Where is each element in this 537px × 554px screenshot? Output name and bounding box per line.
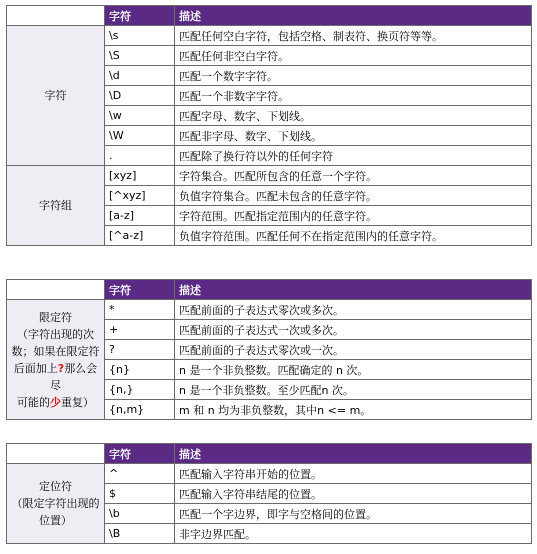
category-cell: 字符: [7, 26, 105, 166]
category-line: 后面加上: [13, 361, 58, 375]
char-cell: {n}: [105, 360, 175, 380]
desc-cell: 匹配任何非空白字符。: [175, 46, 532, 66]
char-cell: \S: [105, 46, 175, 66]
desc-cell: m 和 n 均为非负整数，其中n <= m。: [175, 400, 532, 420]
table-header-row: [7, 444, 532, 464]
char-cell: [a-z]: [105, 206, 175, 226]
char-cell: \w: [105, 106, 175, 126]
desc-cell: 匹配非字母、数字、下划线。: [175, 126, 532, 146]
character-class-table: [6, 5, 532, 246]
table-row: [7, 26, 532, 46]
desc-cell: 匹配输入字符串开始的位置。: [175, 464, 532, 484]
desc-cell: 字符范围。匹配指定范围内的任意字符。: [175, 206, 532, 226]
char-cell: \D: [105, 86, 175, 106]
category-highlight: ?: [57, 361, 65, 375]
category-line: （限定字符出现的: [11, 497, 100, 510]
category-highlight: 少: [50, 395, 61, 409]
category-line: （字符出现的次: [17, 327, 94, 341]
category-cell: [7, 464, 105, 544]
char-cell: [^a-z]: [105, 226, 175, 246]
char-cell: \b: [105, 504, 175, 524]
char-cell: ^: [105, 464, 175, 484]
char-cell: \s: [105, 26, 175, 46]
desc-cell: 匹配一个字边界，即字与空格间的位置。: [175, 504, 532, 524]
desc-cell: 匹配前面的子表达式一次或多次。: [175, 320, 532, 340]
category-line: 位置）: [39, 514, 72, 527]
char-cell: ?: [105, 340, 175, 360]
desc-cell: 非字边界匹配。: [175, 524, 532, 544]
table-header-row: [7, 280, 532, 300]
char-cell: \W: [105, 126, 175, 146]
char-cell: \d: [105, 66, 175, 86]
category-line: 数；如果在限定符: [11, 344, 100, 358]
desc-cell: n 是一个非负整数。至少匹配n 次。: [175, 380, 532, 400]
desc-cell: 匹配任何空白字符，包括空格、制表符、换页符等等。: [175, 26, 532, 46]
char-cell: [xyz]: [105, 166, 175, 186]
desc-cell: 匹配除了换行符以外的任何字符: [175, 146, 532, 166]
desc-cell: 匹配字母、数字、下划线。: [175, 106, 532, 126]
char-cell: $: [105, 484, 175, 504]
header-char: 字符: [105, 6, 175, 26]
table-header-row: [7, 6, 532, 26]
desc-cell: 匹配前面的子表达式零次或多次。: [175, 300, 532, 320]
desc-cell: 匹配一个数字字符。: [175, 66, 532, 86]
category-cell: [7, 300, 105, 420]
header-desc: 描述: [175, 6, 532, 26]
desc-cell: 负值字符集合。匹配未包含的任意字符。: [175, 186, 532, 206]
desc-cell: 负值字符范围。匹配任何不在指定范围内的任意字符。: [175, 226, 532, 246]
char-cell: *: [105, 300, 175, 320]
table-row: [7, 464, 532, 484]
category-line: 那么会尽: [50, 361, 98, 392]
anchor-table: [6, 443, 532, 544]
category-line: 限定符: [39, 310, 72, 324]
header-char: 字符: [105, 280, 175, 300]
desc-cell: 匹配一个非数字字符。: [175, 86, 532, 106]
table-row: [7, 166, 532, 186]
char-cell: {n,}: [105, 380, 175, 400]
char-cell: +: [105, 320, 175, 340]
category-line: 重复）: [61, 395, 94, 409]
char-cell: [^xyz]: [105, 186, 175, 206]
desc-cell: 字符集合。匹配所包含的任意一个字符。: [175, 166, 532, 186]
category-line: 定位符: [39, 480, 72, 493]
category-cell: 字符组: [7, 166, 105, 246]
header-blank-cell: [7, 280, 105, 300]
quantifier-table: [6, 279, 532, 420]
category-line: 可能的: [17, 395, 50, 409]
header-desc: 描述: [175, 444, 532, 464]
char-cell: {n,m}: [105, 400, 175, 420]
header-desc: 描述: [175, 280, 532, 300]
table-row: [7, 300, 532, 320]
desc-cell: 匹配输入字符串结尾的位置。: [175, 484, 532, 504]
header-blank-cell: [7, 6, 105, 26]
char-cell: \B: [105, 524, 175, 544]
header-blank-cell: [7, 444, 105, 464]
char-cell: .: [105, 146, 175, 166]
desc-cell: 匹配前面的子表达式零次或一次。: [175, 340, 532, 360]
desc-cell: n 是一个非负整数。匹配确定的 n 次。: [175, 360, 532, 380]
header-char: 字符: [105, 444, 175, 464]
